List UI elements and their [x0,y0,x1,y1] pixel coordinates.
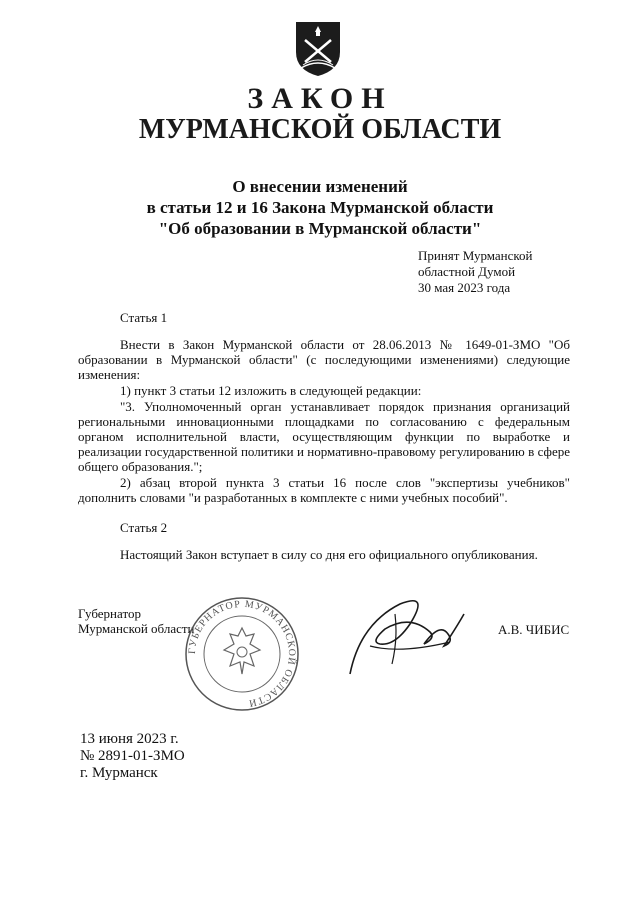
position-line: Губернатор [78,606,141,621]
law-number: № 2891-01-ЗМО [80,748,185,764]
article-1-item-1-text: "3. Уполномоченный орган устанавливает порядок признания организаций региональными инновационными площадками по согласованию с федеральным органом исполнительной власти, осуществляющим функции по выработке и реализации государственной политики и нормативно-правовому регулированию в сфере общего образования."; [78,399,570,474]
svg-text:ГУБЕРНАТОР МУРМАНСКОЙ ОБЛАСТИ: ГУБЕРНАТОР МУРМАНСКОЙ ОБЛАСТИ [186,598,298,709]
official-stamp [182,594,302,714]
position-line: Мурманской области [78,621,195,636]
law-title: ЗАКОН [247,82,393,115]
subject-line: "Об образовании в Мурманской области" [158,219,482,238]
law-subject [0,176,640,239]
article-2-heading: Статья 2 [120,520,168,535]
article-1-intro: Внести в Закон Мурманской области от 28.06.2013 № 1649-01-ЗМО "Об образовании в Мурманской области" (с последующими изменениями) следующие изменения: [78,337,570,382]
article-1-item-1: 1) пункт 3 статьи 12 изложить в следующей редакции: [120,383,422,398]
adoption-line: 30 мая 2023 года [418,280,511,295]
signatory-name: А.В. ЧИБИС [498,622,570,637]
article-2-text: Настоящий Закон вступает в силу со дня его официального опубликования. [120,547,538,562]
article-1-item-2: 2) абзац второй пункта 3 статьи 16 после слов "экспертизы учебников" дополнить словами "и разработанных в комплекте с ними учебных пособий". [78,475,570,505]
signing-date: 13 июня 2023 г. [80,731,179,747]
coat-of-arms-icon [293,18,343,78]
adoption-line: Принят Мурманской [418,248,533,263]
law-region: МУРМАНСКОЙ ОБЛАСТИ [138,114,502,145]
adoption-line: областной Думой [418,264,516,279]
article-1-heading: Статья 1 [120,310,168,325]
city: г. Мурманск [80,765,158,781]
subject-line: в статьи 12 и 16 Закона Мурманской области [146,198,494,217]
subject-line: О внесении изменений [232,177,408,196]
signatory-position [78,606,195,636]
document-registration [80,731,185,782]
signature-image [340,584,470,694]
adoption-note [418,248,533,296]
